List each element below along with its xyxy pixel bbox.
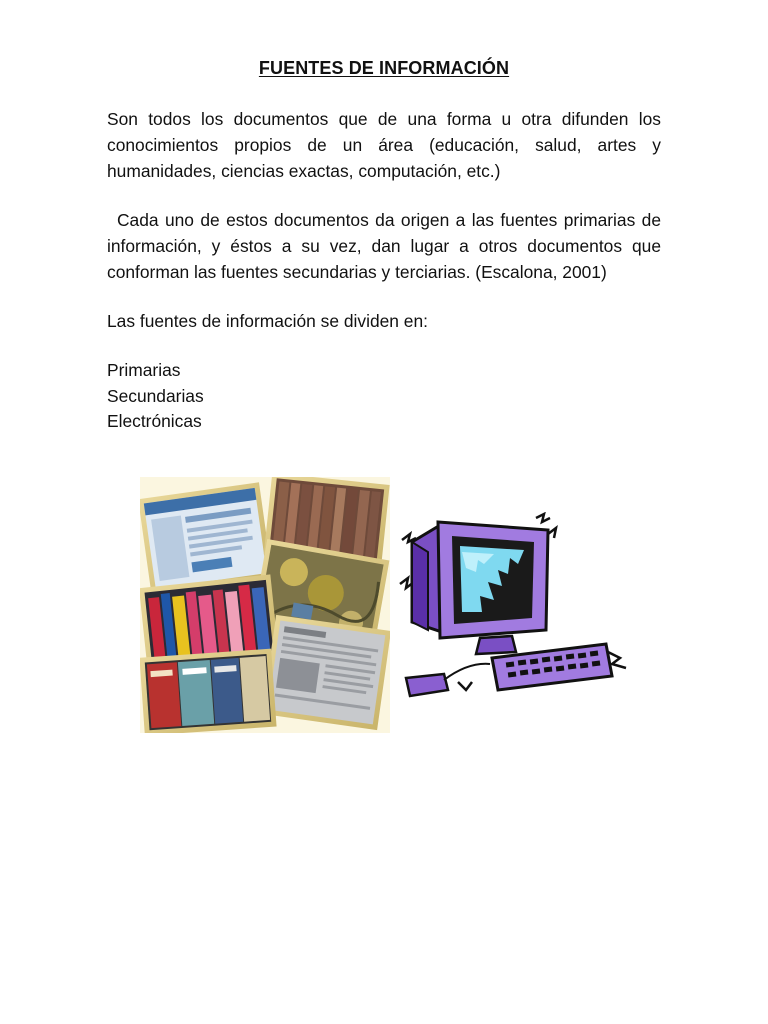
source-types-list — [107, 358, 204, 435]
list-item-secundarias: Secundarias — [107, 385, 204, 406]
paragraph-origin: Cada uno de estos documentos da origen a las fuentes primarias de información, y éstos a su vez, dan lugar a otros documentos que conforman las fuentes secundarias y terciarias. (Escalona, 2001) — [107, 210, 661, 282]
paragraph-definition: Son todos los documentos que de una forma u otra difunden los conocimientos propios de un área (educación, salud, artes y humanidades, ciencias exactas, computación, etc.) — [107, 109, 661, 181]
magazines-photo — [140, 649, 277, 733]
computer-clipart — [398, 512, 630, 702]
document-title: FUENTES DE INFORMACIÓN — [258, 58, 510, 78]
paragraph-division-intro: Las fuentes de información se dividen en: — [107, 311, 428, 331]
list-item-primarias: Primarias — [107, 360, 181, 380]
newspaper-photo — [262, 615, 390, 730]
list-item-electronicas: Electrónicas — [107, 411, 202, 431]
information-sources-collage — [140, 477, 390, 733]
